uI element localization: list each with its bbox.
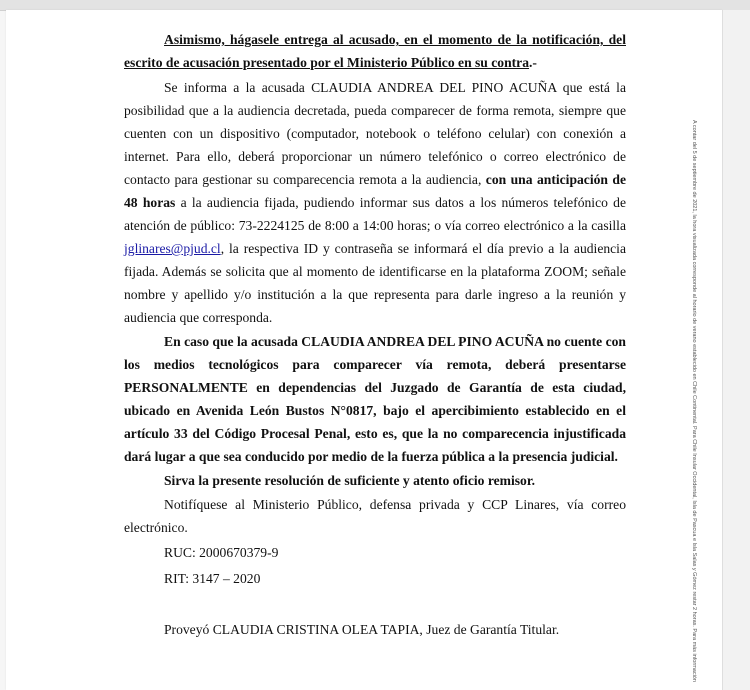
margin-note: A contar del 5 de septiembre de 2021, la hora visualizada corresponde al horario de verano establecido en Chile Continental. Para Chile Insular Occidental, Isla de Pascua e Isla Salas y Gómez restar 2 horas. Para más información [691, 120, 697, 682]
remote-text-a: Se informa a la acusada CLAUDIA ANDREA DEL PINO ACUÑA que está la posibilidad que a la audiencia decretada, pueda comparecer de forma remota, siempre que cuenten con un dispositivo (computador, notebook o teléfono celular) con conexión a internet. Para ello, deberá proporcionar un número telefónico o correo electrónico de contacto para gestionar su comparecencia remota a la audiencia, [124, 80, 626, 187]
paragraph-in-person [124, 330, 626, 468]
delivery-tail: .- [529, 55, 537, 70]
notify-text: Notifíquese al Ministerio Público, defensa privada y CCP Linares, vía correo electrónico. [124, 497, 626, 535]
signature-line [124, 618, 626, 641]
signature-gap [124, 590, 626, 618]
document-body [124, 28, 626, 641]
ruc-value: RUC: 2000670379-9 [164, 545, 279, 560]
remote-text-c: , la respectiva ID y contraseña se informará el día previo a la audiencia fijada. Además se solicita que al momento de identificarse en la plataforma ZOOM; señale nombre y apellido y/o institución a la que representa para darle ingreso a la reunión y audiencia que corresponda. [124, 241, 626, 325]
delivery-line-2: escrito de acusación presentado por el Ministerio Público en su contra [124, 55, 530, 70]
remote-text-bold: con una anticipación de 48 horas [124, 172, 626, 210]
paragraph-remote-hearing [124, 76, 626, 329]
email-link[interactable]: jglinares@pjud.cl [124, 241, 221, 256]
rit-line [124, 567, 626, 590]
paragraph-remisor [124, 469, 626, 492]
delivery-line-1: Asimismo, hágasele entrega al acusado, en el momento de la notificación, del [164, 32, 626, 47]
remote-text-b: a la audiencia fijada, pudiendo informar sus datos a los números telefónico de atención de público: 73-2224125 de 8:00 a 14:00 horas; o vía correo electrónico a la casilla [124, 195, 626, 233]
page-gutter [722, 10, 750, 690]
paragraph-delivery [124, 28, 626, 74]
signature-text: Proveyó CLAUDIA CRISTINA OLEA TAPIA, Juez de Garantía Titular. [164, 622, 560, 637]
in-person-text: En caso que la acusada CLAUDIA ANDREA DEL PINO ACUÑA no cuente con los medios tecnológicos para comparecer vía remota, deberá presentarse PERSONALMENTE en dependencias del Juzgado de Garantía de esta ciudad, ubicado en Avenida León Bustos N°0817, bajo el apercibimiento establecido en el artículo 33 del Código Procesal Penal, esto es, que la no comparecencia injustificada dará lugar a que sea conducido por medio de la fuerza pública a la presencia judicial. [124, 334, 626, 464]
remisor-text: Sirva la presente resolución de suficiente y atento oficio remisor. [164, 473, 536, 488]
rit-value: RIT: 3147 – 2020 [164, 571, 261, 586]
paragraph-notify [124, 493, 626, 539]
ruc-line [124, 541, 626, 564]
